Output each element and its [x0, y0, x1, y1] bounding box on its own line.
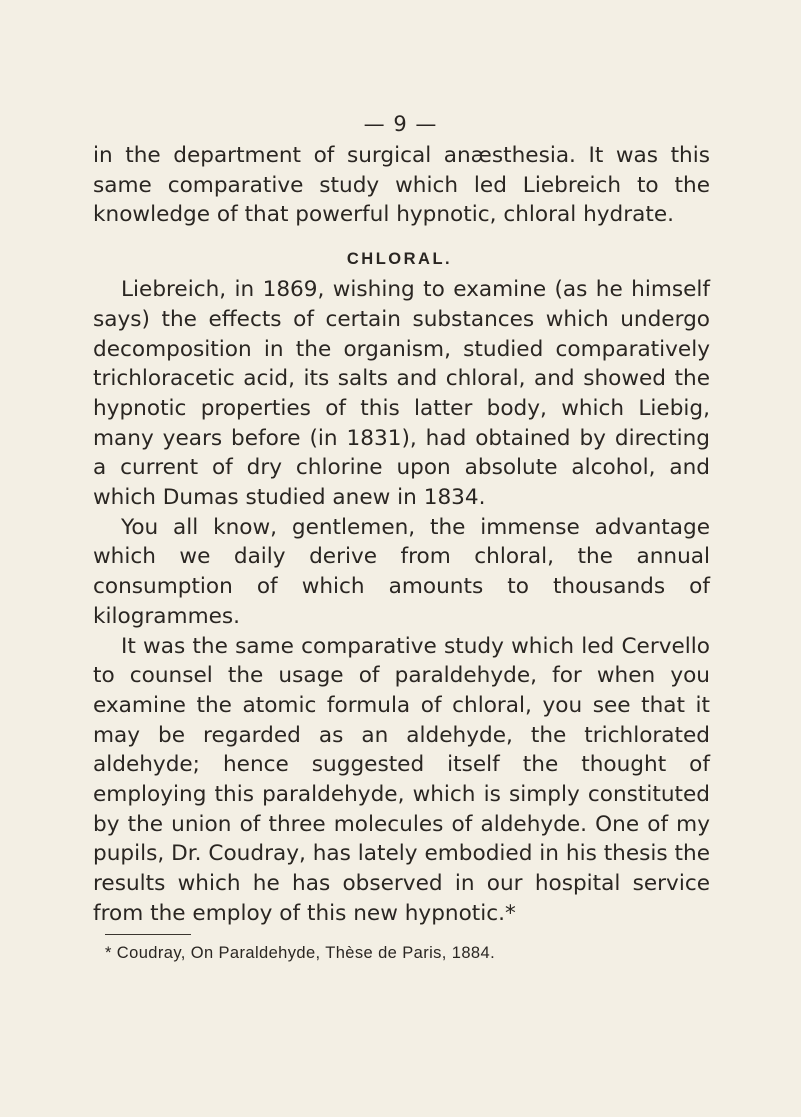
- footnote-divider: [105, 934, 191, 935]
- paragraph-chloral-advantage: You all know, gentlemen, the immense advantage which we daily derive from chloral, the annual consumption of which amounts to thousands of kilogrammes.: [93, 514, 710, 629]
- paragraph-liebreich: Liebreich, in 1869, wishing to examine (as he himself says) the effects of certain substances which undergo decomposition in the organism, studied comparatively trichloracetic acid, its salts and chloral, and showed the hypnotic properties of this latter body, which Liebig, many years before (in 1831), had obtained by directing a current of dry chlorine upon absolute alcohol, and which Dumas studied anew in 1834.: [93, 277, 710, 511]
- page-number: — 9 —: [363, 112, 438, 136]
- body-text: [93, 141, 710, 964]
- footnote: * Coudray, On Paraldehyde, Thèse de Paris, 1884.: [105, 943, 496, 962]
- paragraph-paraldehyde: It was the same comparative study which led Cervello to counsel the usage of paraldehyde, for when you examine the atomic formula of chloral, you see that it may be regarded as an aldehyde, the trichlorated aldehyde; hence suggested itself the thought of employing this paraldehyde, which is simply constituted by the union of three molecules of aldehyde. One of my pupils, Dr. Coudray, has lately embodied in his thesis the results which he has observed in our hospital service from the employ of this new hypnotic.*: [93, 633, 710, 926]
- opening-paragraph: in the department of surgical anæsthesia. It was this same comparative study which led Liebreich to the knowledge of that powerful hypnotic, chloral hydrate.: [93, 143, 710, 228]
- section-heading: CHLORAL.: [346, 250, 453, 269]
